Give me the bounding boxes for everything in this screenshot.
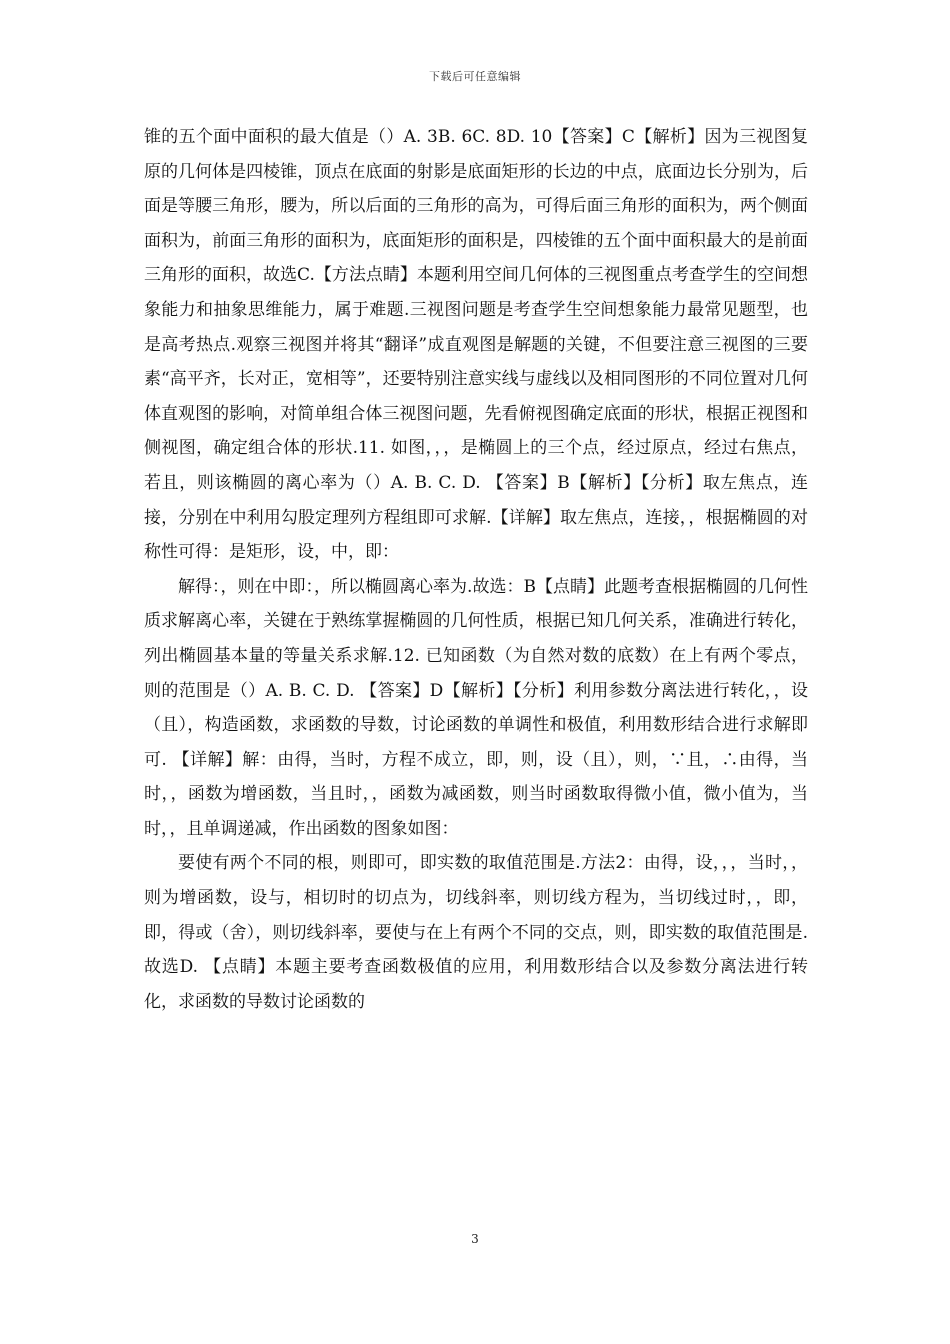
page-header: 下载后可任意编辑 [429,70,521,83]
document-body [144,120,808,1019]
paragraph: 锥的五个面中面积的最大值是（）A. 3B. 6C. 8D. 10【答案】C【解析】因为三视图复原的几何体是四棱锥，顶点在底面的射影是底面矩形的长边的中点，底面边长分别为，后面是等腰三角形，腰为，所以后面的三角形的高为，可得后面三角形的面积为，两个侧面面积为，前面三角形的面积为，底面矩形的面积是，四棱锥的五个面中面积最大的是前面三角形的面积，故选C.【方法点睛】本题利用空间几何体的三视图重点考查学生的空间想象能力和抽象思维能力，属于难题.三视图问题是考查学生空间想象能力最常见题型，也是高考热点.观察三视图并将其“翻译”成直观图是解题的关键，不但要注意三视图的三要素“高平齐，长对正，宽相等”，还要特别注意实线与虚线以及相同图形的不同位置对几何体直观图的影响，对简单组合体三视图问题，先看俯视图确定底面的形状，根据正视图和侧视图，确定组合体的形状.11. 如图，，，是椭圆上的三个点，经过原点，经过右焦点，若且，则该椭圆的离心率为（）A. B. C. D. 【答案】B【解析】【分析】取左焦点，连接，分别在中利用勾股定理列方程组即可求解.【详解】取左焦点，连接，，根据椭圆的对称性可得：是矩形，设，中，即： [144,127,808,563]
page-number: 3 [471,1232,479,1246]
paragraph: 解得：，则在中即：，所以椭圆离心率为.故选：B【点睛】此题考查根据椭圆的几何性质求解离心率，关键在于熟练掌握椭圆的几何性质，根据已知几何关系，准确进行转化，列出椭圆基本量的等量关系求解.12. 已知函数（为自然对数的底数）在上有两个零点，则的范围是（）A. B. C. D. 【答案】D【解析】【分析】利用参数分离法进行转化，，设（且），构造函数，求函数的导数，讨论函数的单调性和极值，利用数形结合进行求解即可. 【详解】解：由得，当时，方程不成立，即，则，设（且），则，∵且，∴由得，当时，，函数为增函数，当且时，，函数为减函数，则当时函数取得微小值，微小值为，当时，，且单调递减，作出函数的图象如图： [144,576,808,839]
paragraph: 要使有两个不同的根，则即可，即实数的取值范围是.方法2：由得，设，，，当时，，则为增函数，设与，相切时的切点为，切线斜率，则切线方程为，当切线过时，，即，即，得或（舍），则切线斜率，要使与在上有两个不同的交点，则，即实数的取值范围是.故选D. 【点睛】本题主要考查函数极值的应用，利用数形结合以及参数分离法进行转化，求函数的导数讨论函数的 [144,853,808,1012]
